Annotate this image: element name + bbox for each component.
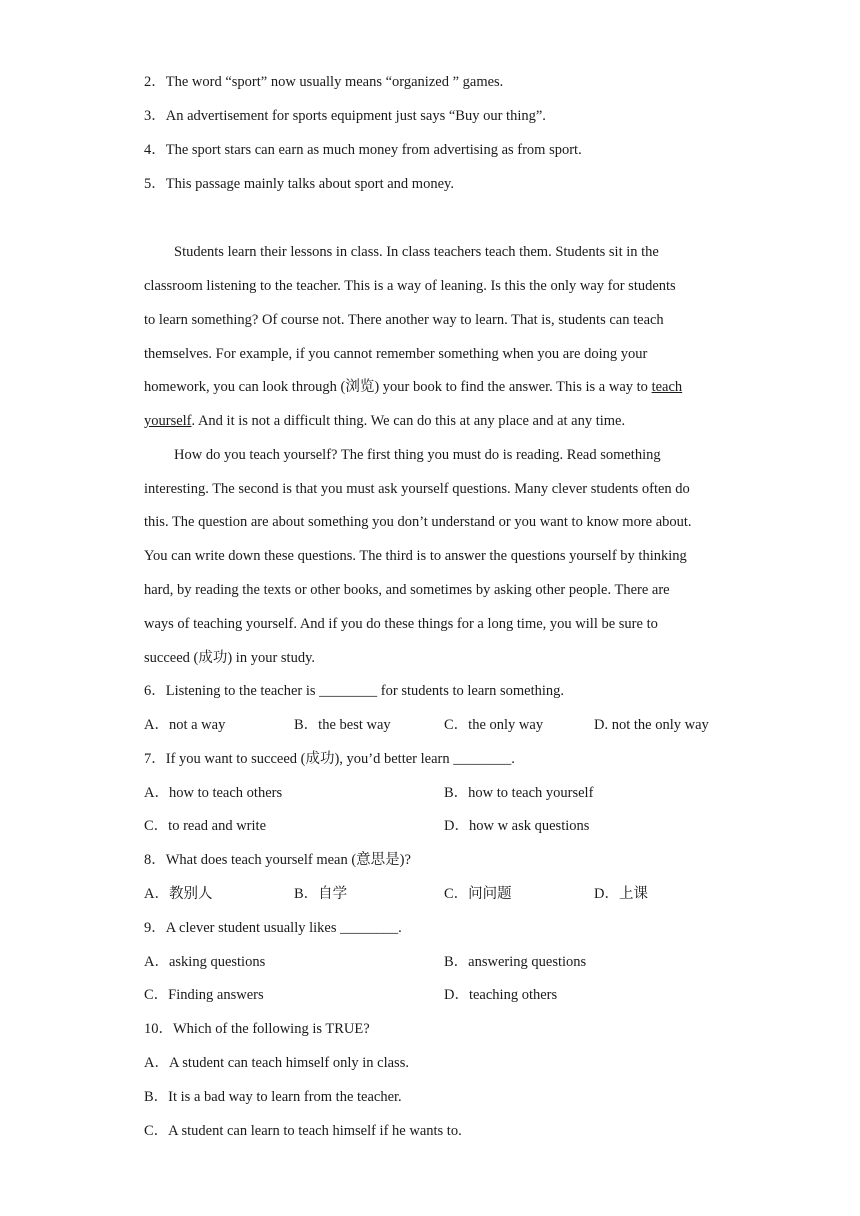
passage-line: ways of teaching yourself. And if you do these things for a long time, you will be sure to xyxy=(144,616,658,632)
passage-line: interesting. The second is that you must ask yourself questions. Many clever students often do xyxy=(144,481,690,497)
question-7-option-a: A．how to teach others xyxy=(144,785,283,801)
question-6-option-a: A．not a way xyxy=(144,717,226,733)
question-8-option-a: A．教别人 xyxy=(144,886,213,902)
passage-line: classroom listening to the teacher. This is a way of leaning. Is this the only way for students xyxy=(144,278,676,294)
question-9-option-d: D．teaching others xyxy=(444,987,558,1003)
passage-text: homework, you can look through (浏览) your book to find the answer. This is a way to xyxy=(144,379,652,395)
passage-line: How do you teach yourself? The first thing you must do is reading. Read something xyxy=(174,447,661,463)
question-9-option-c: C．Finding answers xyxy=(144,987,264,1003)
tf-item-3: 3．An advertisement for sports equipment just says “Buy our thing”. xyxy=(144,108,546,124)
tf-item-5: 5．This passage mainly talks about sport and money. xyxy=(144,176,454,192)
question-6-option-b: B．the best way xyxy=(294,717,391,733)
passage-line: to learn something? Of course not. There another way to learn. That is, students can teach xyxy=(144,312,664,328)
question-8-option-b: B．自学 xyxy=(294,886,348,902)
passage-line: this. The question are about something you don’t understand or you want to know more about. xyxy=(144,514,692,530)
question-8-option-c: C．问问题 xyxy=(444,886,512,902)
question-7-option-c: C．to read and write xyxy=(144,818,267,834)
question-9-stem: 9．A clever student usually likes ________. xyxy=(144,920,402,936)
question-7-option-d: D．how w ask questions xyxy=(444,818,590,834)
passage-line: themselves. For example, if you cannot remember something when you are doing your xyxy=(144,346,648,362)
question-6-option-c: C．the only way xyxy=(444,717,544,733)
question-7-option-b: B．how to teach yourself xyxy=(444,785,594,801)
question-7-stem: 7．If you want to succeed (成功), you’d better learn ________. xyxy=(144,751,515,767)
passage-line: You can write down these questions. The third is to answer the questions yourself by thinking xyxy=(144,548,687,564)
underlined-phrase: teach xyxy=(651,379,683,395)
question-10-option-a: A．A student can teach himself only in class. xyxy=(144,1055,409,1071)
underlined-phrase: yourself xyxy=(144,413,192,429)
question-6-stem: 6．Listening to the teacher is ________ for students to learn something. xyxy=(144,683,565,699)
question-9-option-a: A．asking questions xyxy=(144,954,266,970)
question-8-option-d: D．上课 xyxy=(594,886,648,902)
question-6-option-d: D. not the only way xyxy=(594,717,709,733)
passage-text: . And it is not a difficult thing. We can do this at any place and at any time. xyxy=(191,413,626,429)
passage-line xyxy=(144,377,682,397)
passage-line: Students learn their lessons in class. In class teachers teach them. Students sit in the xyxy=(174,244,659,260)
question-10-stem: 10．Which of the following is TRUE? xyxy=(144,1021,370,1037)
passage-line xyxy=(144,411,625,431)
tf-item-4: 4．The sport stars can earn as much money from advertising as from sport. xyxy=(144,142,582,158)
question-8-stem: 8．What does teach yourself mean (意思是)? xyxy=(144,852,411,868)
question-9-option-b: B．answering questions xyxy=(444,954,587,970)
passage-line: hard, by reading the texts or other books, and sometimes by asking other people. There are xyxy=(144,582,670,598)
tf-item-2: 2．The word “sport” now usually means “organized ” games. xyxy=(144,74,504,90)
question-10-option-c: C．A student can learn to teach himself if he wants to. xyxy=(144,1123,462,1139)
passage-line: succeed (成功) in your study. xyxy=(144,650,316,666)
question-10-option-b: B．It is a bad way to learn from the teacher. xyxy=(144,1089,402,1105)
